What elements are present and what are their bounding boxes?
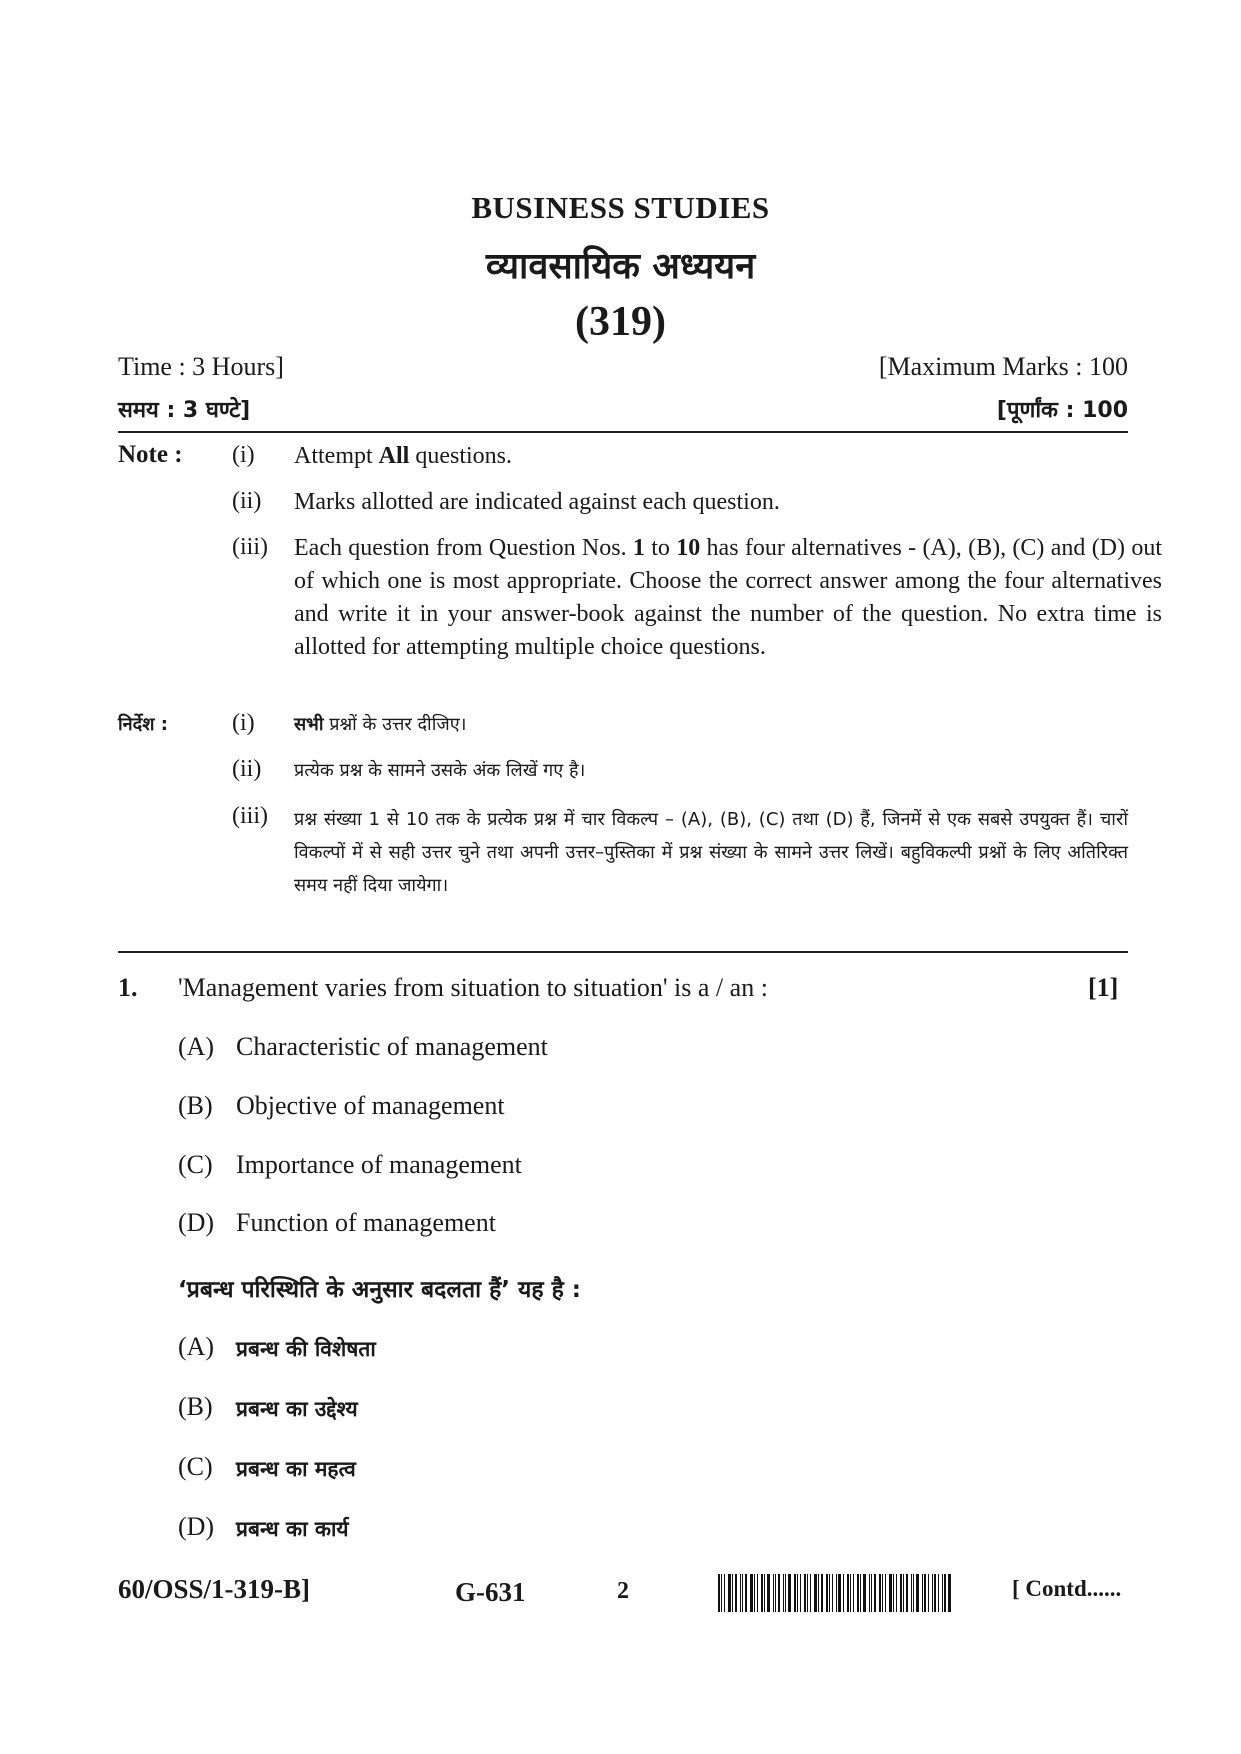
nirdesh-num-1: (i) bbox=[232, 710, 255, 736]
time-english: Time : 3 Hours] bbox=[118, 352, 284, 381]
footer-set-code: G-631 bbox=[455, 1577, 526, 1607]
paper-title-hindi: व्यावसायिक अध्ययन bbox=[485, 246, 756, 287]
note-item-3: Each question from Question Nos. 1 to 10 has four alternatives - (A), (B), (C) and (D) out of which one is most appropriate. Choose the correct answer among the four alternatives and write it in your answer-book against the number of the question. No extra time is allotted for attempting multiple choice questions. bbox=[294, 535, 1162, 660]
nirdesh-num-3: (iii) bbox=[232, 803, 268, 829]
nirdesh-item-3: प्रश्न संख्या 1 से 10 तक के प्रत्येक प्रश्न में चार विकल्प – (A), (B), (C) तथा (D) हैं, जिनमें से एक सबसे उपयुक्त हैं। चारों विकल्पों में से सही उत्तर चुने तथा अपनी उत्तर–पुस्तिका में प्रश्न संख्या के सामने उत्तर लिखें। बहुविकल्पी प्रश्नों के लिए अतिरिक्त समय नहीं दिया जायेगा। bbox=[294, 809, 1128, 896]
note-num-3: (iii) bbox=[232, 534, 268, 560]
option-b-english: (B) Objective of management bbox=[178, 1091, 505, 1120]
question-number: 1. bbox=[118, 973, 138, 1002]
note-num-1: (i) bbox=[232, 442, 255, 468]
option-a-english: (A) Characteristic of management bbox=[178, 1032, 548, 1061]
note-item-2: Marks allotted are indicated against each question. bbox=[294, 489, 780, 515]
time-marks-row-english bbox=[118, 352, 1128, 382]
option-c-english: (C) Importance of management bbox=[178, 1150, 522, 1179]
question-text-hindi: ‘प्रबन्ध परिस्थिति के अनुसार बदलता हैं’ यह है : bbox=[178, 1277, 582, 1303]
option-a-hindi: (A) प्रबन्ध की विशेषता bbox=[178, 1332, 376, 1361]
nirdesh-num-2: (ii) bbox=[232, 756, 262, 782]
option-c-hindi: (C) प्रबन्ध का महत्व bbox=[178, 1452, 356, 1481]
max-marks-hindi: [पूर्णांक : 100 bbox=[996, 398, 1128, 423]
option-d-english: (D) Function of management bbox=[178, 1208, 496, 1237]
paper-code: (319) bbox=[575, 299, 666, 345]
option-d-hindi: (D) प्रबन्ध का कार्य bbox=[178, 1512, 349, 1541]
footer-contd: [ Contd...... bbox=[1012, 1576, 1122, 1601]
barcode-image bbox=[718, 1574, 988, 1612]
time-marks-row-hindi bbox=[118, 394, 1128, 424]
nirdesh-item-2: प्रत्येक प्रश्न के सामने उसके अंक लिखें गए है। bbox=[294, 760, 586, 781]
paper-title-english: BUSINESS STUDIES bbox=[471, 190, 770, 225]
note-num-2: (ii) bbox=[232, 488, 262, 514]
header-divider bbox=[118, 431, 1128, 433]
note-label: Note : bbox=[118, 441, 183, 468]
section-divider bbox=[118, 951, 1128, 953]
question-text: 'Management varies from situation to situation' is a / an : bbox=[178, 973, 768, 1002]
question-marks: [1] bbox=[1088, 973, 1119, 1002]
max-marks-english: [Maximum Marks : 100 bbox=[878, 352, 1128, 381]
nirdesh-label: निर्देश : bbox=[118, 714, 168, 735]
option-b-hindi: (B) प्रबन्ध का उद्देश्य bbox=[178, 1392, 358, 1421]
note-item-1: Attempt All questions. bbox=[294, 443, 512, 469]
nirdesh-item-1: सभी प्रश्नों के उत्तर दीजिए। bbox=[294, 714, 467, 735]
time-hindi: समय : 3 घण्टे] bbox=[118, 398, 251, 423]
footer-page-number: 2 bbox=[617, 1578, 629, 1604]
footer-paper-code: 60/OSS/1-319-B] bbox=[118, 1574, 311, 1604]
